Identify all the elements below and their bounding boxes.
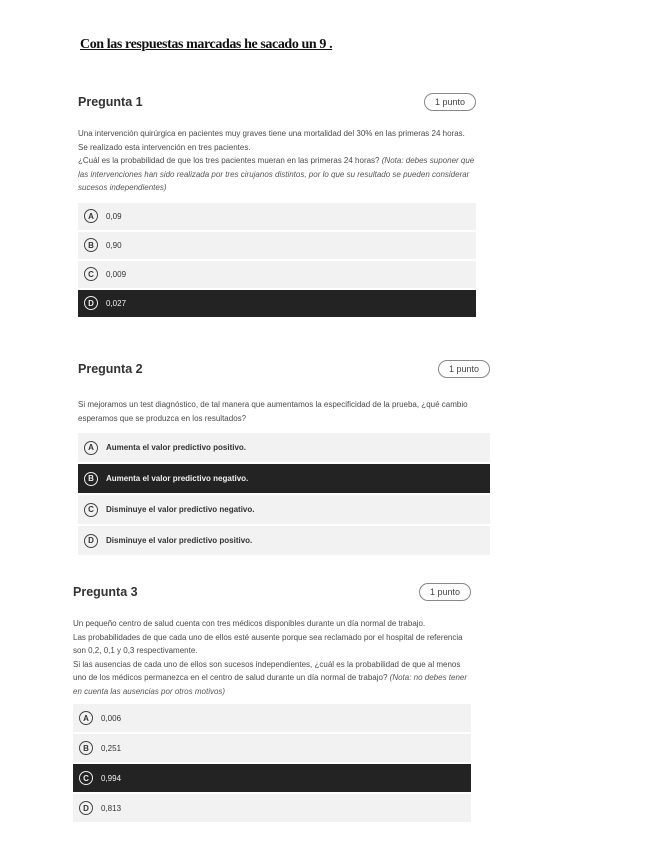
option-letter: A	[84, 209, 98, 223]
answer-option-c[interactable]	[73, 764, 471, 792]
answer-option-c[interactable]	[78, 261, 476, 288]
points-badge: 1 punto	[424, 93, 476, 111]
answer-option-b[interactable]	[78, 464, 490, 493]
question-paragraph: Las probabilidades de que cada uno de ellos esté ausente porque sea reclamado por el hospital de referencia son 0,2, 0,1 y 0,3 respectivamente.	[73, 632, 463, 655]
option-text: 0,251	[101, 743, 122, 753]
answer-option-d[interactable]	[73, 794, 471, 822]
answer-options	[78, 203, 476, 317]
answer-option-a[interactable]	[78, 203, 476, 230]
answer-option-d[interactable]	[78, 526, 490, 555]
question-3	[73, 585, 471, 824]
question-2	[78, 362, 490, 557]
answer-options	[78, 433, 490, 555]
option-letter: C	[84, 503, 98, 517]
option-letter: B	[84, 472, 98, 486]
page-heading: Con las respuestas marcadas he sacado un 9 .	[80, 37, 333, 52]
option-letter: D	[79, 801, 93, 815]
option-text: 0,006	[101, 713, 122, 723]
points-badge: 1 punto	[419, 583, 471, 601]
option-text: 0,09	[106, 211, 122, 221]
question-sentence: Si las ausencias de cada uno de ellos son sucesos independientes, ¿cuál es la probabilidad de que al menos uno de los médicos permanezca en el centro de salud durante un día normal de trabajo?	[73, 659, 461, 682]
answer-option-b[interactable]	[78, 232, 476, 259]
question-text	[78, 398, 490, 425]
answer-option-d[interactable]	[78, 290, 476, 317]
option-letter: D	[84, 534, 98, 548]
question-title: Pregunta 3	[73, 585, 138, 599]
answer-option-b[interactable]	[73, 734, 471, 762]
answer-option-c[interactable]	[78, 495, 490, 524]
option-text: Disminuye el valor predictivo negativo.	[106, 505, 255, 514]
points-badge: 1 punto	[438, 360, 490, 378]
answer-option-a[interactable]	[73, 704, 471, 732]
question-note: (Nota: no debes tener en cuenta las ausencias por otros motivos)	[73, 673, 468, 696]
option-letter: A	[79, 711, 93, 725]
question-text	[73, 617, 471, 698]
option-text: Disminuye el valor predictivo positivo.	[106, 536, 253, 545]
question-note: (Nota: debes suponer que las intervenciones han sido realizada por tres cirujanos distintos, por lo que su resultado se pueden considerar sucesos independientes)	[78, 156, 475, 192]
option-text: Aumenta el valor predictivo positivo.	[106, 443, 247, 452]
question-paragraph: Se realizado esta intervención en tres pacientes.	[78, 142, 251, 152]
question-1	[78, 95, 476, 319]
question-text	[78, 127, 476, 195]
option-text: 0,994	[101, 773, 122, 783]
question-prompt	[78, 154, 476, 195]
question-title: Pregunta 1	[78, 95, 143, 109]
answer-option-a[interactable]	[78, 433, 490, 462]
question-prompt: Si mejoramos un test diagnóstico, de tal manera que aumentamos la especificidad de la prueba, ¿qué cambio esperamos que se produzca en los resultados?	[78, 400, 468, 423]
option-letter: B	[84, 238, 98, 252]
question-paragraph: Una intervención quirúrgica en pacientes muy graves tiene una mortalidad del 30% en las primeras 24 horas.	[78, 129, 465, 138]
option-letter: A	[84, 441, 98, 455]
option-text: 0,027	[106, 298, 127, 308]
answer-options	[73, 704, 471, 822]
option-text: Aumenta el valor predictivo negativo.	[106, 474, 249, 483]
option-text: 0,90	[106, 240, 122, 250]
option-letter: B	[79, 741, 93, 755]
question-prompt	[73, 658, 471, 699]
option-text: 0,009	[106, 269, 127, 279]
option-letter: C	[79, 771, 93, 785]
question-paragraph: Un pequeño centro de salud cuenta con tres médicos disponibles durante un día normal de trabajo.	[73, 619, 426, 628]
question-title: Pregunta 2	[78, 362, 143, 376]
option-letter: C	[84, 267, 98, 281]
option-letter: D	[84, 296, 98, 310]
option-text: 0,813	[101, 803, 122, 813]
question-sentence: ¿Cuál es la probabilidad de que los tres pacientes mueran en las primeras 24 horas?	[78, 156, 380, 165]
